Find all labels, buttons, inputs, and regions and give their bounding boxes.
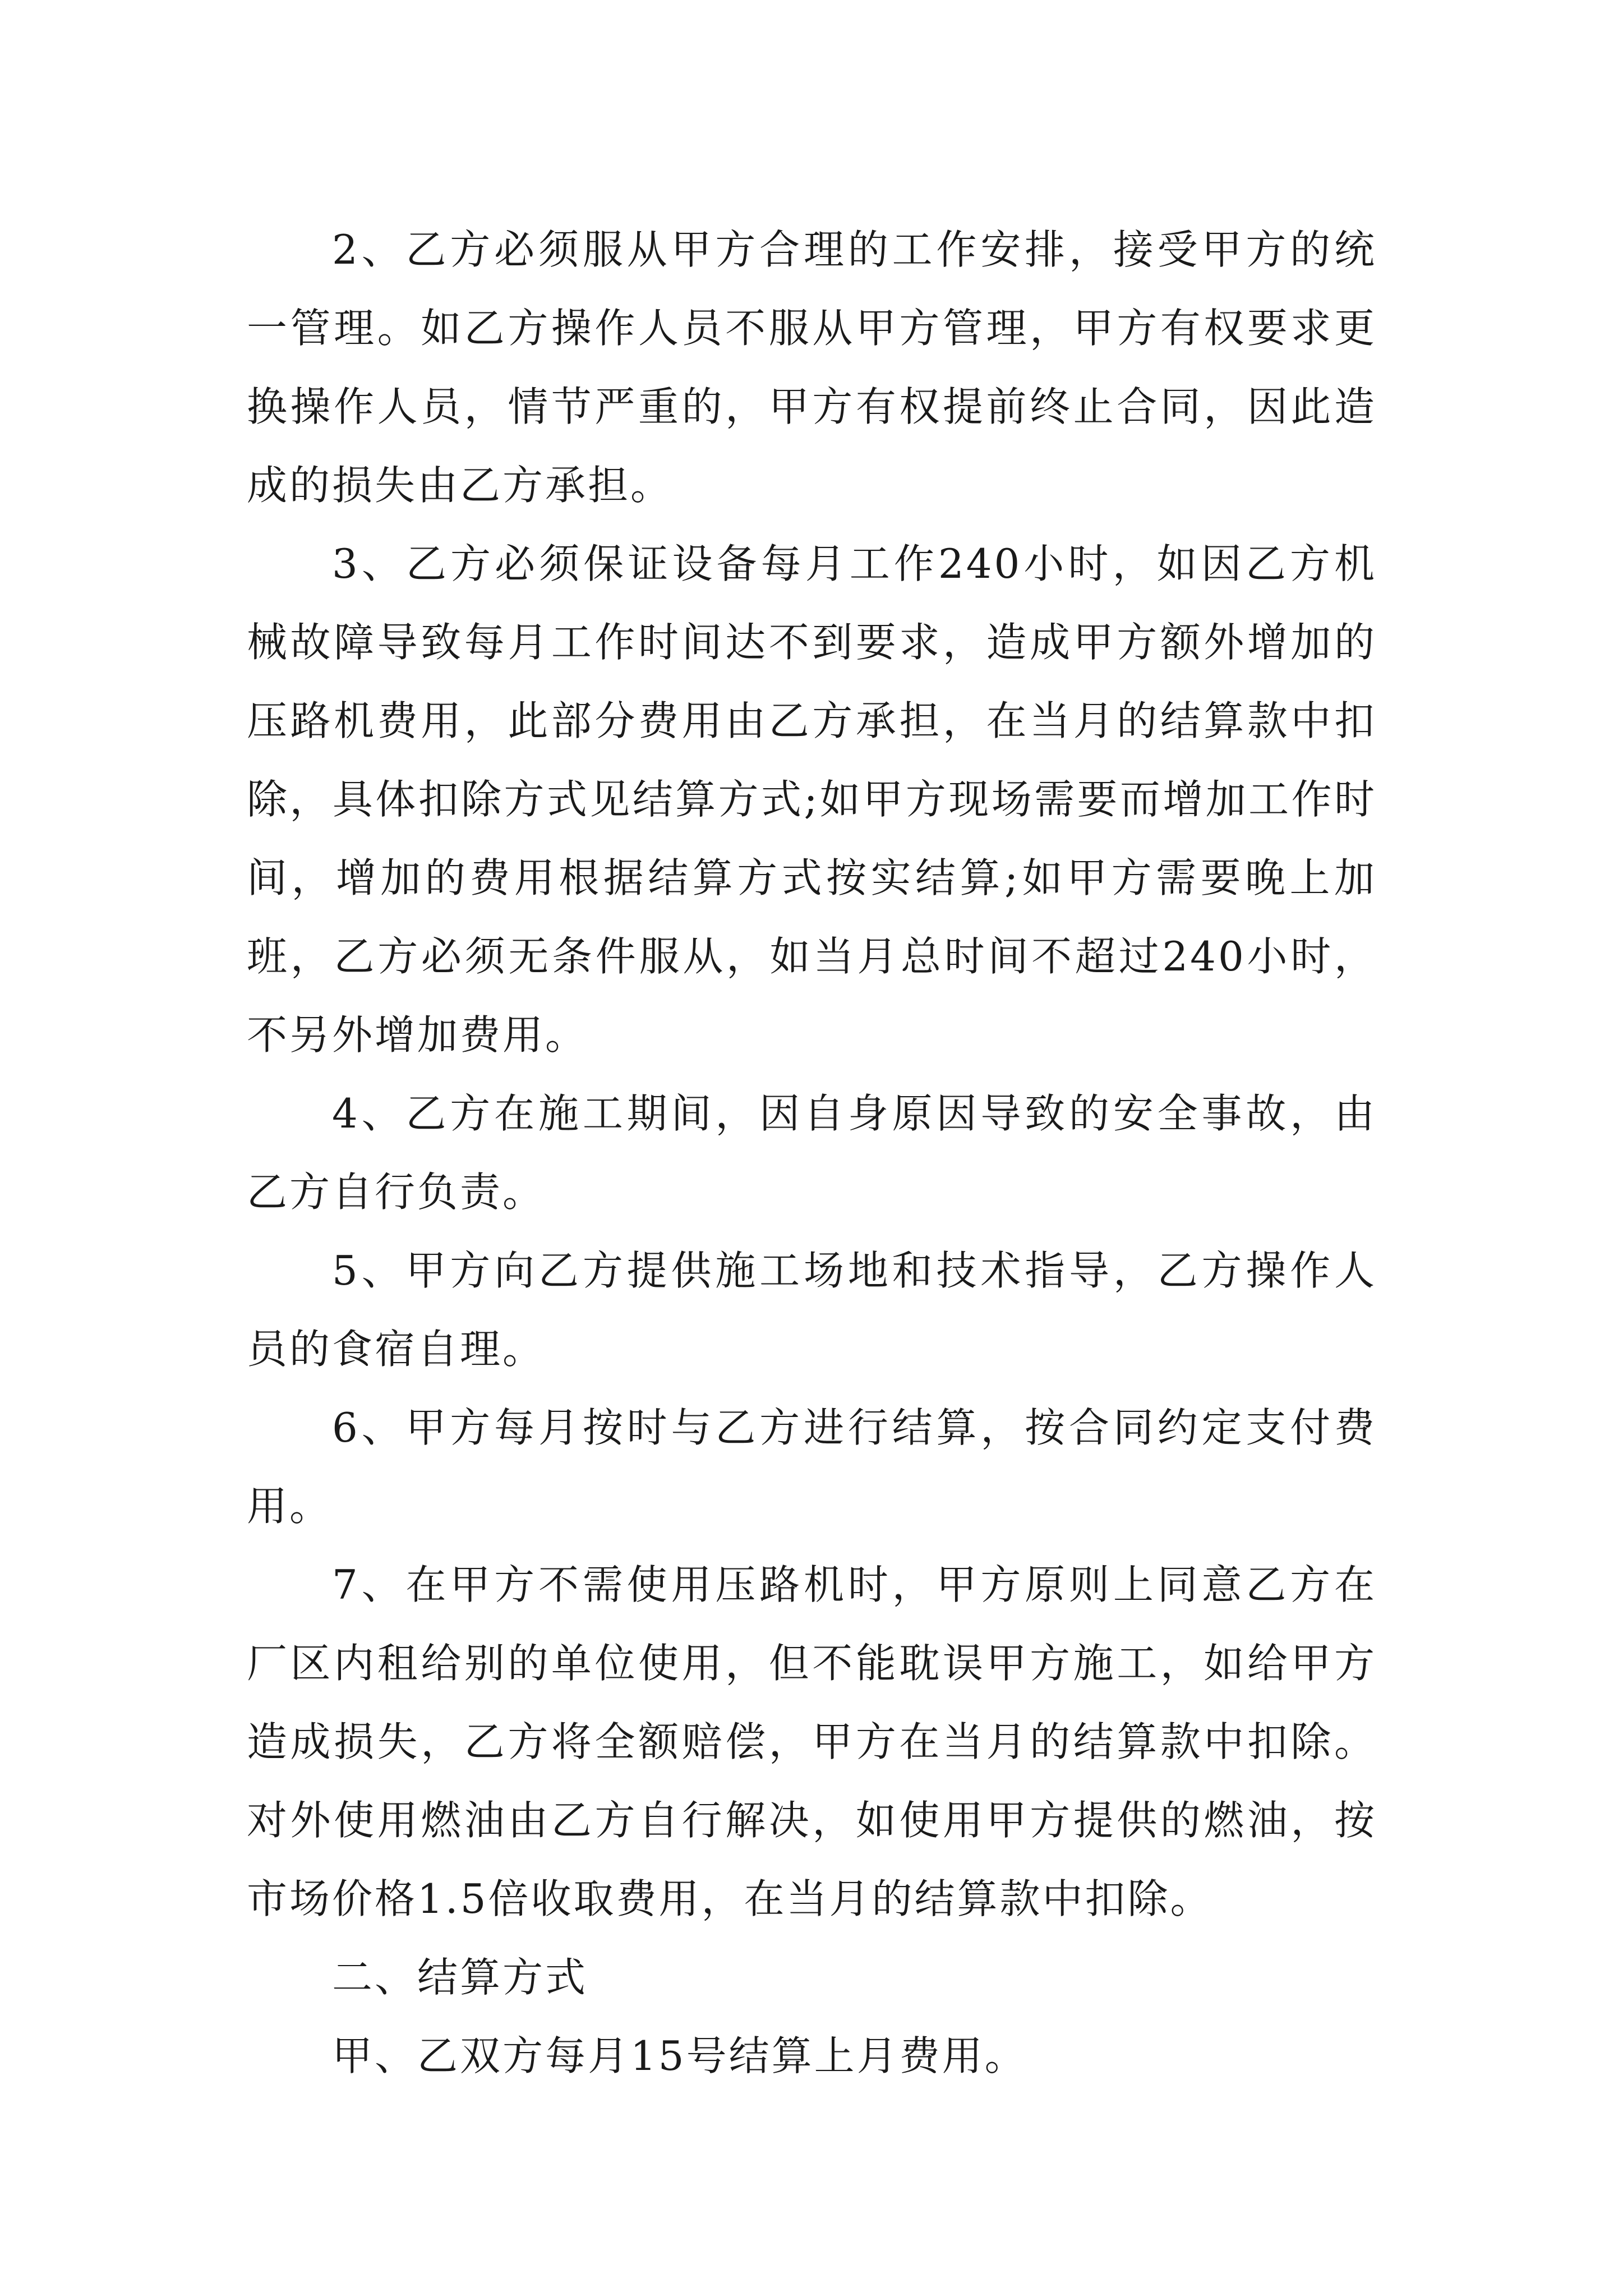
- clause-3-paragraph: 3、乙方必须保证设备每月工作240小时，如因乙方机械故障导致每月工作时间达不到要求，造成甲方额外增加的压路机费用，此部分费用由乙方承担，在当月的结算款中扣除，具体扣除方式见结算方式;如甲方现场需要而增加工作时间，增加的费用根据结算方式按实结算;如甲方需要晚上加班，乙方必须无条件服从，如当月总时间不超过240小时，不另外增加费用。: [247, 540, 1377, 1059]
- clause-7-paragraph: 7、在甲方不需使用压路机时，甲方原则上同意乙方在厂区内租给别的单位使用，但不能耽误甲方施工，如给甲方造成损失，乙方将全额赔偿，甲方在当月的结算款中扣除。对外使用燃油由乙方自行解决，如使用甲方提供的燃油，按市场价格1.5倍收取费用，在当月的结算款中扣除。: [247, 1561, 1377, 1922]
- document-body: [247, 210, 1377, 2095]
- clause-5-paragraph: 5、甲方向乙方提供施工场地和技术指导，乙方操作人员的食宿自理。: [247, 1247, 1377, 1373]
- clause-6-paragraph: 6、甲方每月按时与乙方进行结算，按合同约定支付费用。: [247, 1404, 1377, 1530]
- clause-2-paragraph: 2、乙方必须服从甲方合理的工作安排，接受甲方的统一管理。如乙方操作人员不服从甲方管理，甲方有权要求更换操作人员，情节严重的，甲方有权提前终止合同，因此造成的损失由乙方承担。: [247, 226, 1377, 509]
- section-heading-settlement: 二、结算方式: [332, 1954, 588, 2001]
- clause-4-paragraph: 4、乙方在施工期间，因自身原因导致的安全事故，由乙方自行负责。: [247, 1090, 1377, 1216]
- settlement-schedule-paragraph: 甲、乙双方每月15号结算上月费用。: [332, 2032, 1027, 2079]
